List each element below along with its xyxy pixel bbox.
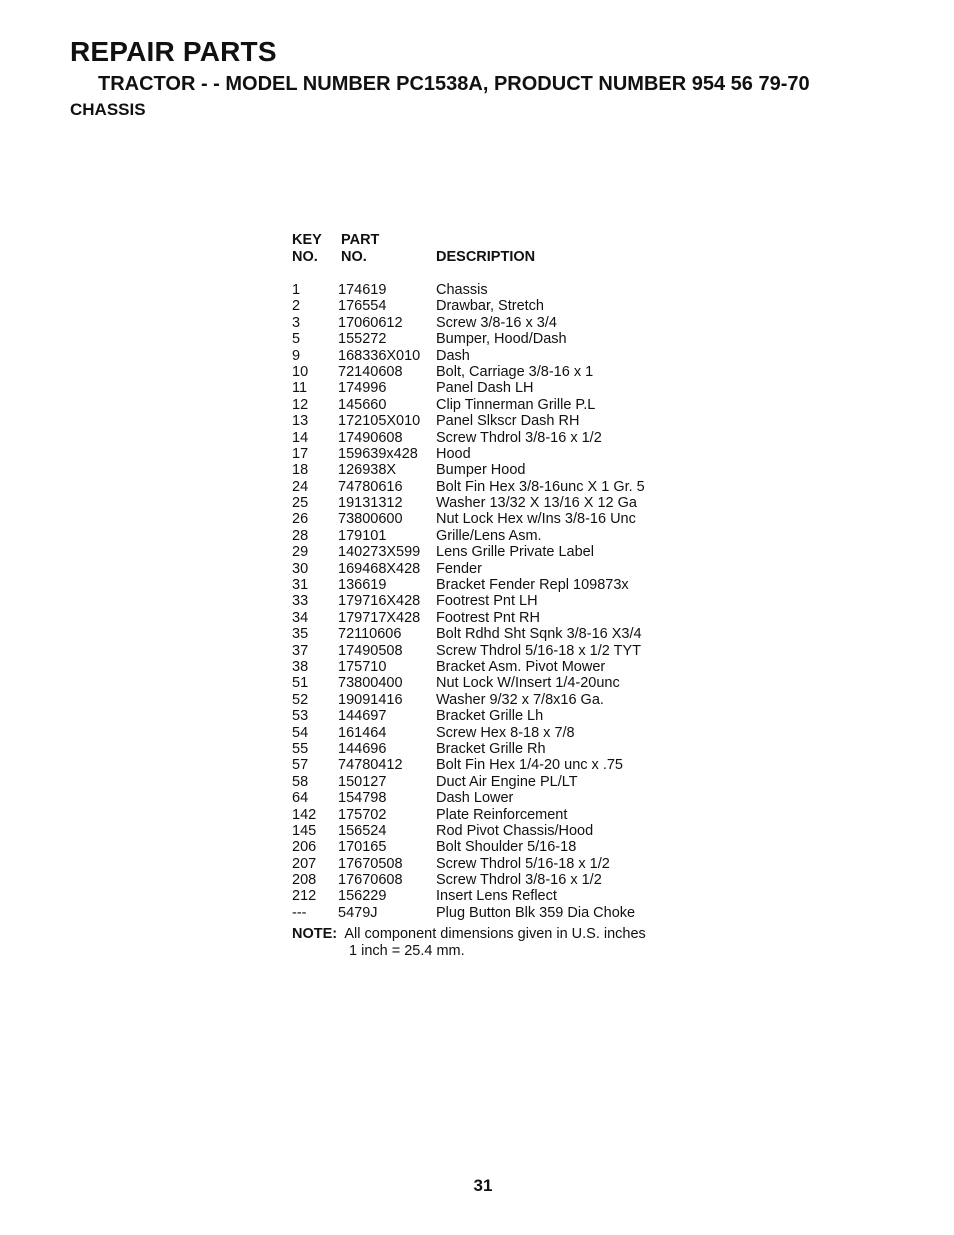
- part-number-cell: 179716X428: [338, 593, 421, 610]
- parts-table: [292, 232, 712, 921]
- part-number-cell: 161464: [338, 724, 387, 741]
- description-cell: Grille/Lens Asm.: [436, 527, 542, 544]
- description-cell: Nut Lock W/Insert 1/4-20unc: [436, 675, 620, 692]
- description-cell: Bracket Grille Rh: [436, 740, 546, 757]
- key-cell: 31: [292, 577, 309, 594]
- key-cell: 29: [292, 544, 309, 561]
- key-cell: 11: [292, 380, 308, 397]
- table-row: [292, 610, 712, 626]
- description-cell: Bracket Fender Repl 109873x: [436, 577, 629, 594]
- part-number-cell: 72140608: [338, 363, 403, 380]
- part-number-cell: 155272: [338, 331, 387, 348]
- description-cell: Bolt, Carriage 3/8-16 x 1: [436, 363, 594, 380]
- key-cell: 57: [292, 757, 309, 774]
- key-cell: 10: [292, 363, 309, 380]
- description-cell: Drawbar, Stretch: [436, 298, 544, 315]
- key-cell: 206: [292, 839, 317, 856]
- table-row: [292, 446, 712, 462]
- table-row: [292, 479, 712, 495]
- key-cell: 208: [292, 872, 317, 889]
- description-cell: Screw Thdrol 3/8-16 x 1/2: [436, 429, 602, 446]
- table-row: [292, 348, 712, 364]
- description-cell: Lens Grille Private Label: [436, 544, 594, 561]
- description-cell: Bracket Asm. Pivot Mower: [436, 658, 606, 675]
- part-number-cell: 72110606: [338, 626, 402, 643]
- key-cell: 17: [292, 445, 309, 462]
- part-number-cell: 168336X010: [338, 347, 421, 364]
- key-cell: 25: [292, 495, 309, 512]
- table-row: [292, 298, 712, 314]
- part-number-cell: 175710: [338, 658, 387, 675]
- description-cell: Duct Air Engine PL/LT: [436, 773, 578, 790]
- description-cell: Screw 3/8-16 x 3/4: [436, 314, 557, 331]
- part-number-cell: 144697: [338, 708, 387, 725]
- key-cell: 12: [292, 396, 309, 413]
- table-row: [292, 495, 712, 511]
- key-cell: 28: [292, 527, 309, 544]
- key-header-line1: KEY: [292, 232, 322, 248]
- part-number-cell: 74780616: [338, 478, 403, 495]
- section-title: CHASSIS: [70, 100, 146, 119]
- table-row: [292, 380, 712, 396]
- part-number-cell: 140273X599: [338, 544, 421, 561]
- description-cell: Bolt Shoulder 5/16-18: [436, 839, 577, 856]
- key-cell: 2: [292, 298, 301, 315]
- description-cell: Clip Tinnerman Grille P.L: [436, 396, 596, 413]
- part-number-cell: 150127: [338, 773, 387, 790]
- table-row: [292, 675, 712, 691]
- key-cell: 207: [292, 855, 317, 872]
- table-row: [292, 823, 712, 839]
- description-cell: Screw Hex 8-18 x 7/8: [436, 724, 575, 741]
- table-row: [292, 905, 712, 921]
- table-row: [292, 577, 712, 593]
- table-row: [292, 774, 712, 790]
- table-row: [292, 659, 712, 675]
- key-cell: 51: [292, 675, 309, 692]
- description-cell: Bumper, Hood/Dash: [436, 331, 567, 348]
- part-number-cell: 169468X428: [338, 560, 421, 577]
- table-row: [292, 397, 712, 413]
- part-number-cell: 144696: [338, 740, 387, 757]
- key-cell: 3: [292, 314, 301, 331]
- part-number-cell: 19131312: [338, 495, 403, 512]
- key-cell: 1: [292, 282, 301, 298]
- part-number-cell: 17490608: [338, 429, 403, 446]
- key-cell: 55: [292, 740, 309, 757]
- description-cell: Bolt Fin Hex 3/8-16unc X 1 Gr. 5: [436, 478, 645, 495]
- page-title: REPAIR PARTS: [70, 36, 277, 67]
- table-row: [292, 315, 712, 331]
- description-cell: Washer 9/32 x 7/8x16 Ga.: [436, 691, 604, 708]
- part-number-cell: 179717X428: [338, 609, 421, 626]
- key-cell: 18: [292, 462, 309, 479]
- note-label: NOTE:: [292, 926, 338, 942]
- key-cell: 58: [292, 773, 309, 790]
- part-number-cell: 73800400: [338, 675, 403, 692]
- table-row: [292, 593, 712, 609]
- description-cell: Panel Dash LH: [436, 380, 534, 397]
- description-cell: Bumper Hood: [436, 462, 526, 479]
- description-cell: Panel Slkscr Dash RH: [436, 413, 580, 430]
- note: [292, 926, 646, 959]
- part-number-cell: 19091416: [338, 691, 403, 708]
- description-cell: Plate Reinforcement: [436, 806, 568, 823]
- part-number-cell: 174619: [338, 282, 387, 298]
- description-header: DESCRIPTION: [436, 249, 536, 265]
- part-number-cell: 172105X010: [338, 413, 421, 430]
- table-body: [292, 282, 712, 921]
- page-number: 31: [473, 1176, 493, 1195]
- note-line1: All component dimensions given in U.S. inches: [344, 926, 646, 942]
- table-row: [292, 282, 712, 298]
- part-number-cell: 5479J: [338, 904, 378, 921]
- key-cell: 5: [292, 331, 301, 348]
- table-row: [292, 692, 712, 708]
- key-cell: 34: [292, 609, 309, 626]
- part-number-cell: 17670608: [338, 872, 403, 889]
- table-row: [292, 872, 712, 888]
- part-number-cell: 145660: [338, 396, 387, 413]
- description-cell: Fender: [436, 560, 482, 577]
- table-row: [292, 643, 712, 659]
- description-cell: Screw Thdrol 3/8-16 x 1/2: [436, 872, 602, 889]
- description-cell: Bracket Grille Lh: [436, 708, 544, 725]
- description-cell: Bolt Fin Hex 1/4-20 unc x .75: [436, 757, 623, 774]
- part-number-cell: 136619: [338, 577, 387, 594]
- table-header: [292, 232, 712, 282]
- part-number-cell: 73800600: [338, 511, 403, 528]
- description-cell: Footrest Pnt LH: [436, 593, 538, 610]
- table-row: [292, 528, 712, 544]
- description-cell: Insert Lens Reflect: [436, 888, 557, 905]
- table-row: [292, 708, 712, 724]
- description-cell: Washer 13/32 X 13/16 X 12 Ga: [436, 495, 637, 512]
- table-row: [292, 856, 712, 872]
- part-number-cell: 156229: [338, 888, 387, 905]
- key-cell: 13: [292, 413, 309, 430]
- part-number-cell: 159639x428: [338, 445, 418, 462]
- key-cell: 37: [292, 642, 309, 659]
- part-number-cell: 74780412: [338, 757, 403, 774]
- key-cell: 9: [292, 347, 301, 364]
- table-row: [292, 331, 712, 347]
- table-row: [292, 561, 712, 577]
- description-cell: Hood: [436, 445, 471, 462]
- description-cell: Footrest Pnt RH: [436, 609, 540, 626]
- note-line2: 1 inch = 25.4 mm.: [349, 942, 465, 959]
- key-cell: 142: [292, 806, 317, 823]
- part-number-cell: 176554: [338, 298, 387, 315]
- table-row: [292, 511, 712, 527]
- key-cell: 26: [292, 511, 309, 528]
- part-number-cell: 17060612: [338, 314, 403, 331]
- description-cell: Nut Lock Hex w/Ins 3/8-16 Unc: [436, 511, 636, 528]
- part-number-cell: 126938X: [338, 462, 397, 479]
- table-row: [292, 364, 712, 380]
- table-row: [292, 790, 712, 806]
- description-cell: Screw Thdrol 5/16-18 x 1/2 TYT: [436, 642, 641, 659]
- part-number-cell: 154798: [338, 790, 387, 807]
- table-row: [292, 430, 712, 446]
- part-number-cell: 156524: [338, 822, 387, 839]
- table-row: [292, 757, 712, 773]
- part-number-cell: 170165: [338, 839, 387, 856]
- description-cell: Dash Lower: [436, 790, 514, 807]
- key-cell: 64: [292, 790, 309, 807]
- description-cell: Bolt Rdhd Sht Sqnk 3/8-16 X3/4: [436, 626, 642, 643]
- model-subtitle: TRACTOR - - MODEL NUMBER PC1538A, PRODUCT NUMBER 954 56 79-70: [98, 73, 810, 95]
- table-row: [292, 413, 712, 429]
- table-row: [292, 888, 712, 904]
- key-cell: 35: [292, 626, 309, 643]
- key-cell: 52: [292, 691, 309, 708]
- key-cell: 33: [292, 593, 309, 610]
- part-number-cell: 17490508: [338, 642, 403, 659]
- table-row: [292, 839, 712, 855]
- table-row: [292, 807, 712, 823]
- description-cell: Plug Button Blk 359 Dia Choke: [436, 904, 636, 921]
- key-cell: 212: [292, 888, 317, 905]
- part-header-line2: NO.: [341, 249, 367, 265]
- key-cell: 38: [292, 658, 309, 675]
- key-cell: 30: [292, 560, 309, 577]
- part-number-cell: 179101: [338, 527, 387, 544]
- key-cell: 145: [292, 822, 317, 839]
- description-cell: Chassis: [436, 282, 488, 298]
- table-row: [292, 741, 712, 757]
- table-row: [292, 544, 712, 560]
- part-number-cell: 17670508: [338, 855, 403, 872]
- description-cell: Dash: [436, 347, 470, 364]
- table-row: [292, 626, 712, 642]
- table-row: [292, 725, 712, 741]
- key-header-line2: NO.: [292, 249, 318, 265]
- table-row: [292, 462, 712, 478]
- key-cell: 54: [292, 724, 309, 741]
- key-cell: ---: [292, 904, 307, 921]
- key-cell: 14: [292, 429, 309, 446]
- key-cell: 53: [292, 708, 309, 725]
- part-header-line1: PART: [341, 232, 380, 248]
- description-cell: Rod Pivot Chassis/Hood: [436, 822, 594, 839]
- part-number-cell: 175702: [338, 806, 387, 823]
- description-cell: Screw Thdrol 5/16-18 x 1/2: [436, 855, 610, 872]
- part-number-cell: 174996: [338, 380, 387, 397]
- key-cell: 24: [292, 478, 309, 495]
